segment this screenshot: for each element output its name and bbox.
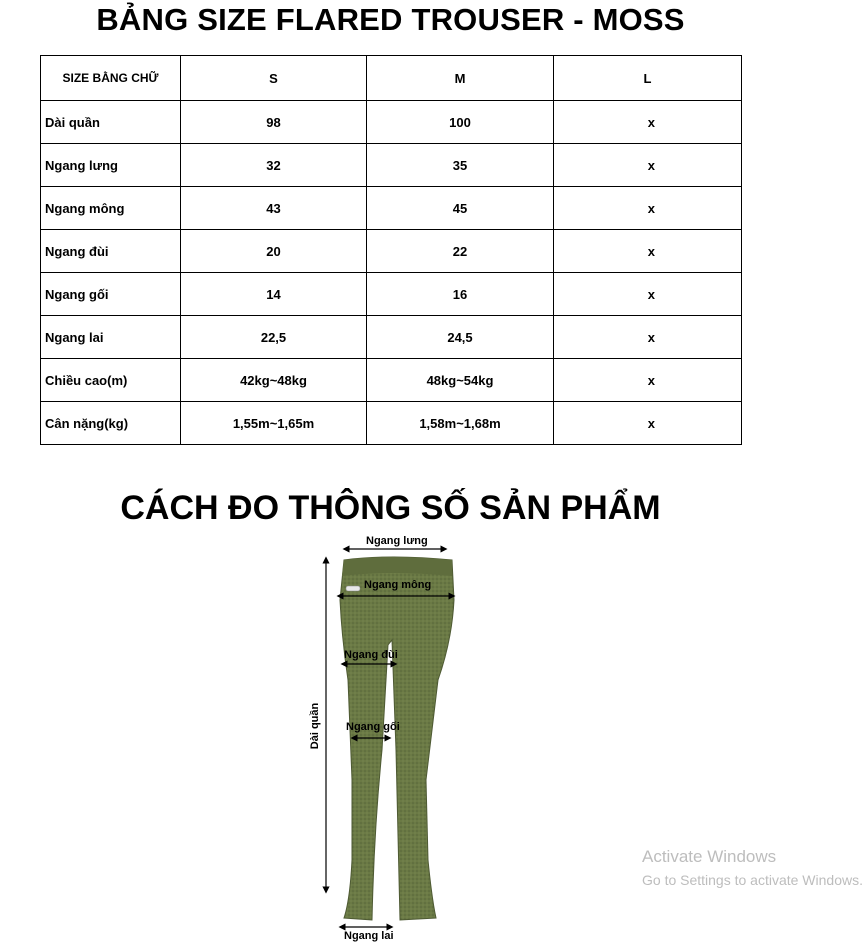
cell-m: 22	[367, 230, 554, 273]
pants-measurement-figure	[300, 530, 480, 942]
table-row	[41, 359, 742, 402]
cell-m: 48kg~54kg	[367, 359, 554, 402]
cell-s: 14	[181, 273, 367, 316]
row-label: Ngang lưng	[41, 144, 181, 187]
table-row	[41, 316, 742, 359]
size-table	[40, 55, 742, 445]
cell-m: 35	[367, 144, 554, 187]
cell-l: x	[554, 273, 742, 316]
header-size-m: M	[367, 56, 554, 101]
table-row	[41, 101, 742, 144]
label-hip: Ngang mông	[364, 579, 432, 591]
row-label: Ngang mông	[41, 187, 181, 230]
cell-l: x	[554, 144, 742, 187]
cell-m: 24,5	[367, 316, 554, 359]
pants-illustration	[300, 530, 480, 938]
cell-s: 22,5	[181, 316, 367, 359]
row-label: Dài quần	[41, 101, 181, 144]
table-header-row	[41, 56, 742, 101]
cell-m: 45	[367, 187, 554, 230]
label-thigh: Ngang đùi	[344, 649, 398, 661]
row-label: Ngang lai	[41, 316, 181, 359]
cell-l: x	[554, 316, 742, 359]
label-hem: Ngang lai	[344, 930, 394, 942]
cell-s: 43	[181, 187, 367, 230]
label-waist: Ngang lưng	[366, 535, 428, 547]
cell-l: x	[554, 359, 742, 402]
cell-m: 1,58m~1,68m	[367, 402, 554, 445]
table-row	[41, 187, 742, 230]
cell-s: 98	[181, 101, 367, 144]
header-size-l: L	[554, 56, 742, 101]
table-row	[41, 230, 742, 273]
label-knee: Ngang gối	[346, 721, 400, 733]
label-length: Dài quần	[309, 702, 322, 750]
activate-windows-watermark: Activate Windows	[642, 847, 777, 866]
cell-s: 20	[181, 230, 367, 273]
row-label: Cân nặng(kg)	[41, 402, 181, 445]
table-row	[41, 273, 742, 316]
row-label: Ngang đùi	[41, 230, 181, 273]
activate-windows-hint: Go to Settings to activate Windows.	[642, 872, 863, 888]
table-row	[41, 402, 742, 445]
table-row	[41, 144, 742, 187]
row-label: Ngang gối	[41, 273, 181, 316]
measure-guide-title: CÁCH ĐO THÔNG SỐ SẢN PHẨM	[120, 489, 661, 527]
row-label: Chiều cao(m)	[41, 359, 181, 402]
header-size-label: SIZE BẰNG CHỮ	[41, 56, 181, 101]
cell-s: 32	[181, 144, 367, 187]
cell-m: 16	[367, 273, 554, 316]
cell-l: x	[554, 402, 742, 445]
cell-m: 100	[367, 101, 554, 144]
cell-l: x	[554, 230, 742, 273]
cell-s: 1,55m~1,65m	[181, 402, 367, 445]
header-size-s: S	[181, 56, 367, 101]
size-chart-title: BẢNG SIZE FLARED TROUSER - MOSS	[96, 2, 685, 37]
cell-l: x	[554, 187, 742, 230]
cell-l: x	[554, 101, 742, 144]
cell-s: 42kg~48kg	[181, 359, 367, 402]
